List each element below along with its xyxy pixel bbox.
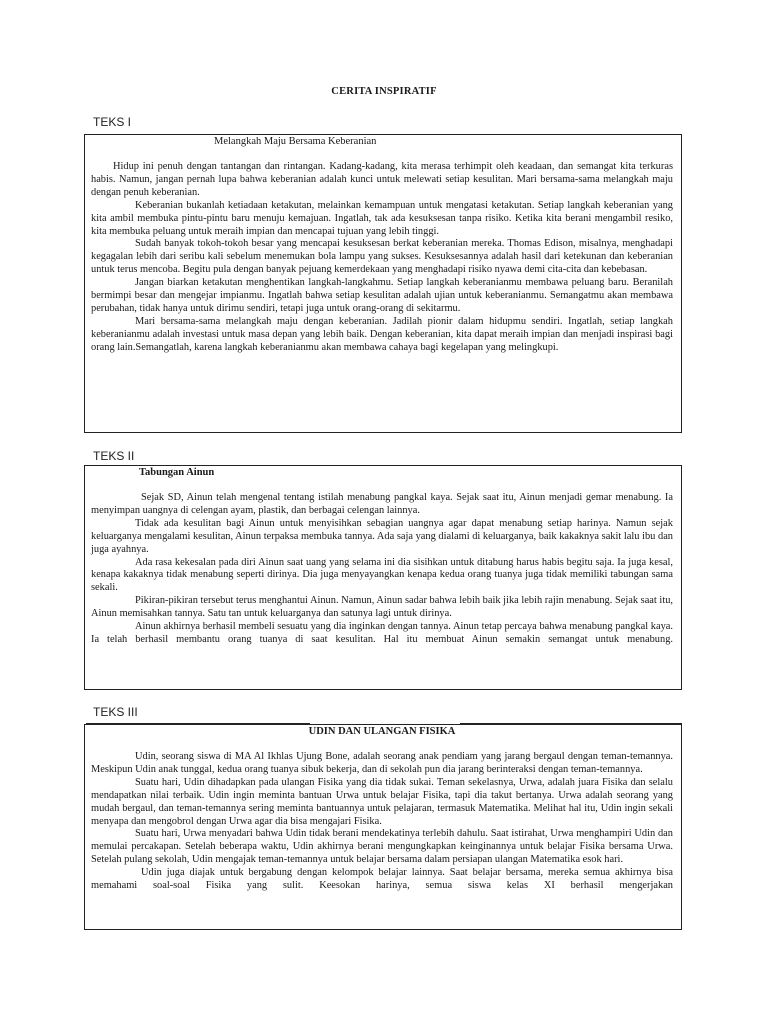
section-label-teks-3: TEKS III — [93, 705, 138, 719]
teks-2-box — [84, 465, 682, 690]
teks-2-paragraph: Ainun akhirnya berhasil membeli sesuatu yang dia inginkan dengan tannya. Ainun tetap percaya bahwa menabung pangkal kaya. Ia telah berhasil membantu orang tuanya di saat kesulitan. Hal itu membuat Ainun semakin semangat untuk menabung. — [91, 621, 673, 645]
teks-2-paragraph: Ada rasa kekesalan pada diri Ainun saat uang yang selama ini dia sisihkan untuk ditabung harus habis begitu saja. Ia juga kesal, kenapa kakaknya tidak menabung seperti dirinya. Dia juga menyayangkan kenapa kedua orang tuanya juga tidak memiliki tabungan sama sekali. — [91, 556, 673, 594]
teks-1-paragraph: Jangan biarkan ketakutan menghentikan langkah-langkahmu. Setiap langkah keberanianmu membawa peluang baru. Beranilah bermimpi besar dan mengejar impianmu. Ingatlah bahwa setiap kesulitan adalah ujian untuk keberanianmu. Semangatmu akan membawa perubahan, tidak hanya untuk dirimu sendiri, tetapi juga untuk orang-orang di sekitarmu. — [91, 277, 673, 314]
teks-2-paragraph: Pikiran-pikiran tersebut terus menghantui Ainun. Namun, Ainun sadar bahwa lebih baik jika lebih rajin menabung. Sejak saat itu, Ainun memisahkan tannya. Satu tan untuk keluarganya dan satunya lagi untuk dirinya. — [91, 595, 673, 620]
document-title: CERITA INSPIRATIF — [331, 86, 437, 97]
teks-2-paragraph: Sejak SD, Ainun telah mengenal tentang istilah menabung pangkal kaya. Sejak saat itu, Ainun menjadi gemar menabung. Ia menyimpan uangnya di celengan ayam, plastik, dan berbagai celengan lainnya. — [91, 492, 673, 516]
section-label-teks-2: TEKS II — [93, 449, 135, 463]
teks-1-paragraph: Hidup ini penuh dengan tantangan dan rintangan. Kadang-kadang, kita merasa terhimpit oleh keadaan, dan semangat kita terkuras habis. Namun, jangan pernah lupa bahwa keberanian adalah kunci untuk melewati setiap kesulitan. Mari bersama-sama melangkah maju dengan penuh keberanian. — [91, 161, 673, 198]
teks-3-paragraph: Suatu hari, Urwa menyadari bahwa Udin tidak berani mendekatinya terlebih dahulu. Saat istirahat, Urwa menghampiri Udin dan memulai percakapan. Setelah beberapa waktu, Udin akhirnya berani mengungkapkan keinginannya untuk belajar Fisika bersama Urwa. Setelah pulang sekolah, Udin mengajak teman-temannya untuk belajar bersama dalam persiapan ulangan Matematika esok hari. — [91, 828, 673, 866]
teks-2-title: Tabungan Ainun — [139, 467, 215, 478]
section-label-teks-1: TEKS I — [93, 115, 132, 129]
teks-1-paragraph: Mari bersama-sama melangkah maju dengan keberanian. Jadilah pionir dalam hidupmu sendiri. Ingatlah, setiap langkah keberanianmu adalah investasi untuk masa depan yang lebih baik. Dengan keberanian, kita dapat meraih impian dan menjadi inspirasi bagi orang lain.Semangatlah, karena langkah keberanianmu akan membawa cahaya bagi kegelapan yang melingkupi. — [91, 315, 673, 353]
teks-1-paragraph: Keberanian bukanlah ketiadaan ketakutan, melainkan kemampuan untuk mengatasi ketakutan. Setiap langkah keberanian yang kita ambil membuka pintu-pintu baru menuju kemajuan. Ingatlah, tak ada kesuksesan tanpa risiko. Ketika kita berani mengambil resiko, kita membuka peluang untuk meraih impian dan mencapai tujuan yang lebih tinggi. — [91, 199, 673, 237]
teks-2-paragraph: Tidak ada kesulitan bagi Ainun untuk menyisihkan sebagian uangnya agar dapat menabung setiap harinya. Namun sejak keluarganya mengalami kesulitan, Ainun terpaksa membuka tannya. Ada saja yang dialami di keluarganya, baik kakaknya sakit lalu ibu dan juga ayahnya. — [91, 517, 673, 555]
teks-3-title: UDIN DAN ULANGAN FISIKA — [308, 726, 456, 737]
teks-3-paragraph: Suatu hari, Udin dihadapkan pada ulangan Fisika yang dia tidak sukai. Teman sekelasnya, Urwa, adalah juara Fisika dan selalu mendapatkan nilai terbaik. Udin ingin meminta bantuan Urwa untuk belajar Fisika, tapi dia takut bertanya. Urwa adalah seorang yang mudah bergaul, dan teman-temannya sering meminta bantuannya untuk pelajaran, termasuk Matematika. Melihat hal itu, Udin ingin sekali menyapa dan mengobrol dengan Urwa agar dia bisa mengajari Fisika. — [91, 776, 673, 827]
teks-3-paragraph: Udin, seorang siswa di MA Al Ikhlas Ujung Bone, adalah seorang anak pendiam yang jarang bergaul dengan teman-temannya. Meskipun Udin anak tunggal, kedua orang tuanya sibuk bekerja, dan di sekolah pun dia jarang berinteraksi dengan teman-temannya. — [91, 751, 673, 775]
teks-3-box — [84, 724, 682, 930]
teks-3-paragraph: Udin juga diajak untuk bergabung dengan kelompok belajar lainnya. Saat belajar bersama, mereka semua akhirnya bisa memahami soal-soal Fisika yang sulit. Keesokan harinya, semua siswa kelas XI berhasil mengerjakan — [91, 867, 673, 892]
teks-1-title: Melangkah Maju Bersama Keberanian — [214, 136, 377, 147]
teks-1-box — [84, 134, 682, 433]
teks-1-paragraph: Sudah banyak tokoh-tokoh besar yang mencapai kesuksesan berkat keberanian mereka. Thomas Edison, misalnya, menghadapi kegagalan lebih dari seribu kali sebelum menemukan bola lampu yang sukses. Kesuksesannya adalah hasil dari ketekunan dan keberanian untuk terus mencoba. Begitu pula dengan banyak pejuang kemerdekaan yang menghadapi risiko nyawa demi cita-cita dan kebebasan. — [91, 238, 673, 276]
